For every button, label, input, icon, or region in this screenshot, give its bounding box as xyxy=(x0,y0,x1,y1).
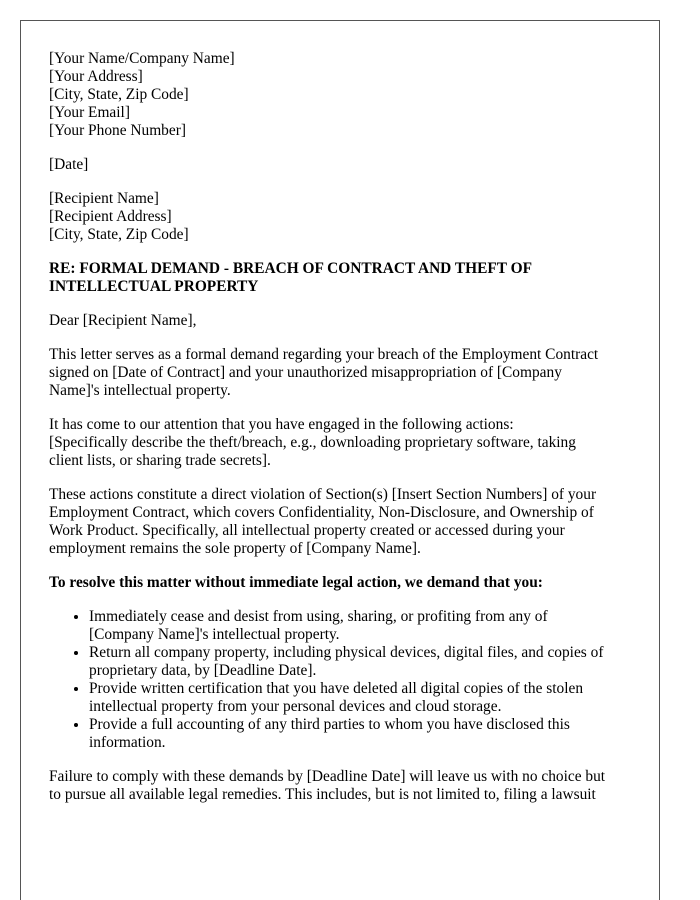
subject-line: INTELLECTUAL PROPERTY xyxy=(49,278,259,295)
paragraph-line: Employment Contract, which covers Confidentiality, Non-Disclosure, and Ownership of xyxy=(49,504,594,521)
demand-lead-text: To resolve this matter without immediate legal action, we demand that you: xyxy=(49,574,543,591)
paragraph-line: to pursue all available legal remedies. This includes, but is not limited to, filing a lawsuit xyxy=(49,786,596,803)
recipient-name: [Recipient Name] xyxy=(49,190,159,207)
paragraph-line: employment remains the sole property of [Company Name]. xyxy=(49,540,421,557)
list-item-line: • Return all company property, including physical devices, digital files, and copies of xyxy=(89,644,604,661)
paragraph-line: Name]'s intellectual property. xyxy=(49,382,231,399)
recipient-block xyxy=(49,190,629,244)
list-item-line: • Immediately cease and desist from using, sharing, or profiting from any of xyxy=(89,608,548,625)
paragraph-purpose xyxy=(49,346,629,400)
list-item-line: proprietary data, by [Deadline Date]. xyxy=(89,662,317,679)
list-item-line: • Provide written certification that you have deleted all digital copies of the stolen xyxy=(89,680,584,697)
letter-date: [Date] xyxy=(49,156,89,173)
sender-city-state-zip: [City, State, Zip Code] xyxy=(49,86,189,103)
date-block xyxy=(49,156,629,174)
sender-email: [Your Email] xyxy=(49,104,130,121)
list-item-line: information. xyxy=(89,734,166,751)
paragraph-consequences xyxy=(49,768,629,804)
paragraph-line: Failure to comply with these demands by [Deadline Date] will leave us with no choice but xyxy=(49,768,606,785)
sender-phone: [Your Phone Number] xyxy=(49,122,186,139)
paragraph-line: This letter serves as a formal demand regarding your breach of the Employment Contract xyxy=(49,346,599,363)
sender-address: [Your Address] xyxy=(49,68,143,85)
sender-block xyxy=(49,50,629,140)
paragraph-line: It has come to our attention that you have engaged in the following actions: xyxy=(49,416,514,433)
paragraph-violation xyxy=(49,486,629,558)
paragraph-line: signed on [Date of Contract] and your unauthorized misappropriation of [Company xyxy=(49,364,562,381)
paragraph-line: client lists, or sharing trade secrets]. xyxy=(49,452,271,469)
list-item xyxy=(89,680,629,716)
subject-heading xyxy=(49,260,629,296)
paragraph-line: These actions constitute a direct violation of Section(s) [Insert Section Numbers] of your xyxy=(49,486,597,503)
demand-lead xyxy=(49,574,629,592)
list-item-line: intellectual property from your personal devices and cloud storage. xyxy=(89,698,502,715)
paragraph-actions xyxy=(49,416,629,470)
list-item xyxy=(89,644,629,680)
demand-list xyxy=(49,608,629,752)
salutation-text: Dear [Recipient Name], xyxy=(49,312,197,329)
list-item-line: • Provide a full accounting of any third parties to whom you have disclosed this xyxy=(89,716,570,733)
salutation xyxy=(49,312,629,330)
paragraph-line: [Specifically describe the theft/breach, e.g., downloading proprietary software, taking xyxy=(49,434,576,451)
letter-body xyxy=(49,50,629,820)
list-item xyxy=(89,716,629,752)
subject-line: RE: FORMAL DEMAND - BREACH OF CONTRACT AND THEFT OF xyxy=(49,260,532,277)
list-item xyxy=(89,608,629,644)
recipient-address: [Recipient Address] xyxy=(49,208,172,225)
sender-name: [Your Name/Company Name] xyxy=(49,50,235,67)
list-item-line: [Company Name]'s intellectual property. xyxy=(89,626,340,643)
recipient-city-state-zip: [City, State, Zip Code] xyxy=(49,226,189,243)
paragraph-line: Work Product. Specifically, all intellectual property created or accessed during your xyxy=(49,522,565,539)
letter-page xyxy=(20,20,660,900)
